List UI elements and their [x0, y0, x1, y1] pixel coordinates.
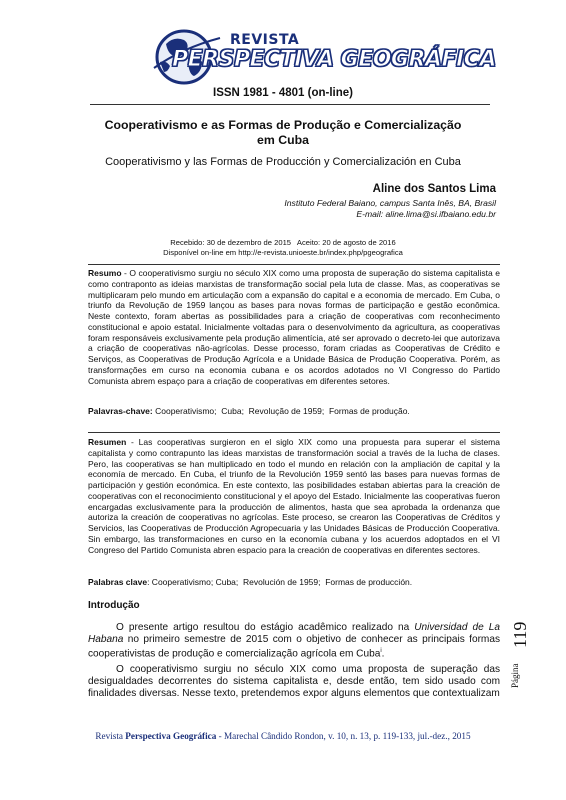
- intro-paragraph-1: [88, 622, 500, 660]
- received-accepted: Recebido: 30 de dezembro de 2015 Aceito: 20 de agosto de 2016: [170, 238, 396, 247]
- footer-citation: - Marechal Cândido Rondon, v. 10, n. 13, p. 119-133, jul.-dez., 2015: [216, 731, 471, 741]
- keywords-spanish: [88, 577, 500, 588]
- issn: ISSN 1981 - 4801 (on-line): [213, 87, 353, 99]
- author-name: Aline dos Santos Lima: [372, 183, 496, 195]
- abstract-text: - O cooperativismo surgiu no século XIX como uma proposta de superação do sistema capitalista e como contraponto as ideias marxistas de transformação social pela luta de classe. Mas, as cooperativas se multiplicaram pelo mundo em articulação com a expansão do capital e a economia de mercado. Em Cuba, o triunfo da Revolução de 1959 lançou as bases para novas formas de participação e gestão econômica. Neste contexto, foram abertas as possibilidades para a criação de cooperativas com reconhecimento constitucional e apoio estatal. Inicialmente voltadas para o desenvolvimento da agricultura, as cooperativas foram responsáveis exclusivamente pela produção alimentícia, até ser aprovado o decreto-lei que autorizava a criação de cooperativas não-agrícolas. Desse processo, foram criadas as Cooperativas de Crédito e Serviços, as Cooperativas de Produção Agrícola e a Unidade Básica de Produção Cooperativa. Porém, as transformações em curso na economia cubana e os acordos adotados no VI Congresso do Partido Comunista abrem espaço para a criação de cooperativas em diferentes setores.: [88, 268, 500, 386]
- intro-text-a: O presente artigo resultou do estágio acadêmico realizado na: [116, 622, 415, 633]
- intro-paragraph-2: O cooperativismo surgiu no século XIX como uma proposta de superação das desigualdades decorrentes do sistema capitalista e, desde então, tem sido usado com finalidades diversas. Nesse texto, pretendemos expor alguns elementos que contextualizam: [88, 664, 500, 699]
- section-heading-introducao: Introdução: [88, 600, 140, 611]
- author-email: E-mail: aline.lima@si.ifbaiano.edu.br: [356, 209, 496, 219]
- resumen-label: Resumen: [88, 437, 127, 447]
- palabras-clave-label: Palabras clave: [88, 577, 148, 587]
- abstract-spanish: [88, 437, 500, 555]
- title-portuguese: Cooperativismo e as Formas de Produção e Comercialização em Cuba: [104, 118, 462, 147]
- publication-dates: [0, 238, 566, 258]
- abstract-label: Resumo: [88, 268, 122, 278]
- page-label: Página: [510, 663, 520, 688]
- title-spanish: Cooperativismo y las Formas de Producción y Comercialización en Cuba: [105, 156, 461, 168]
- header-divider: [90, 104, 490, 105]
- abstract-portuguese: [88, 268, 500, 386]
- page-number: [496, 600, 536, 690]
- resumen-text: - Las cooperativas surgieron en el siglo XIX como una propuesta para superar el sistema capitalista y como contrapunto las ideas marxistas de transformación social a través de la lucha de clases. Pero, las cooperativas se han multiplicado en todo el mundo en relación con la ampliación de capital y la economía de mercado. En Cuba, el triunfo de la Revolución 1959 sentó las bases para nuevas formas de participación y gestión económica. En este contexto, las posibilidades estaban abiertas para la creación de cooperativas con el reconocimiento constitucional y el apoyo del Estado. Inicialmente las cooperativas fueron encargadas exclusivamente para la producción de alimentos, hasta que sea aprobada la ordenanza que autoriza la creación de cooperativas no agrícolas. Este proceso, se crearon las Cooperativas de Créditos y Servicios, las Cooperativas de Producción Agropecuaria y las Unidades Básicas de Producción Cooperativa. Sin embargo, las transformaciones en curso en la economía cubana y los acuerdos adoptados en el VI Congreso del Partido Comunista abren espacio para la creación de cooperativas en diferentes sectores.: [88, 437, 500, 555]
- page-digits: 119: [510, 621, 530, 648]
- footer-journal-name: Perspectiva Geográfica: [125, 731, 217, 741]
- abstract-divider: [88, 264, 500, 265]
- footer-pre: Revista: [95, 731, 126, 741]
- footnote-marker[interactable]: i: [380, 647, 382, 654]
- keywords-portuguese: [88, 406, 500, 417]
- journal-logo: [152, 28, 496, 86]
- keywords-text: Cooperativismo; Cuba; Revolução de 1959; Formas de produção.: [152, 406, 410, 416]
- online-availability: Disponível on-line em http://e-revista.unioeste.br/index.php/pgeografica: [163, 248, 403, 257]
- palabras-clave-text: : Cooperativismo; Cuba; Revolución de 1959; Formas de producción.: [147, 577, 413, 587]
- page-footer: [40, 731, 526, 741]
- keywords-divider: [88, 432, 500, 433]
- intro-university-name: Universidad de La Habana: [88, 622, 500, 645]
- keywords-label: Palavras-chave:: [88, 406, 153, 416]
- logo-title-text: PERSPECTIVA GEOGRÁFICA: [172, 47, 496, 72]
- intro-text-b: no primeiro semestre de 2015 com o objetivo de conhecer as principais formas cooperativistas de produção e comercialização agrícola em Cuba: [88, 633, 500, 660]
- intro-text-end: .: [381, 648, 385, 660]
- author-institution: Instituto Federal Baiano, campus Santa Inês, BA, Brasil: [284, 198, 496, 208]
- logo-revista-text: REVISTA: [230, 32, 300, 48]
